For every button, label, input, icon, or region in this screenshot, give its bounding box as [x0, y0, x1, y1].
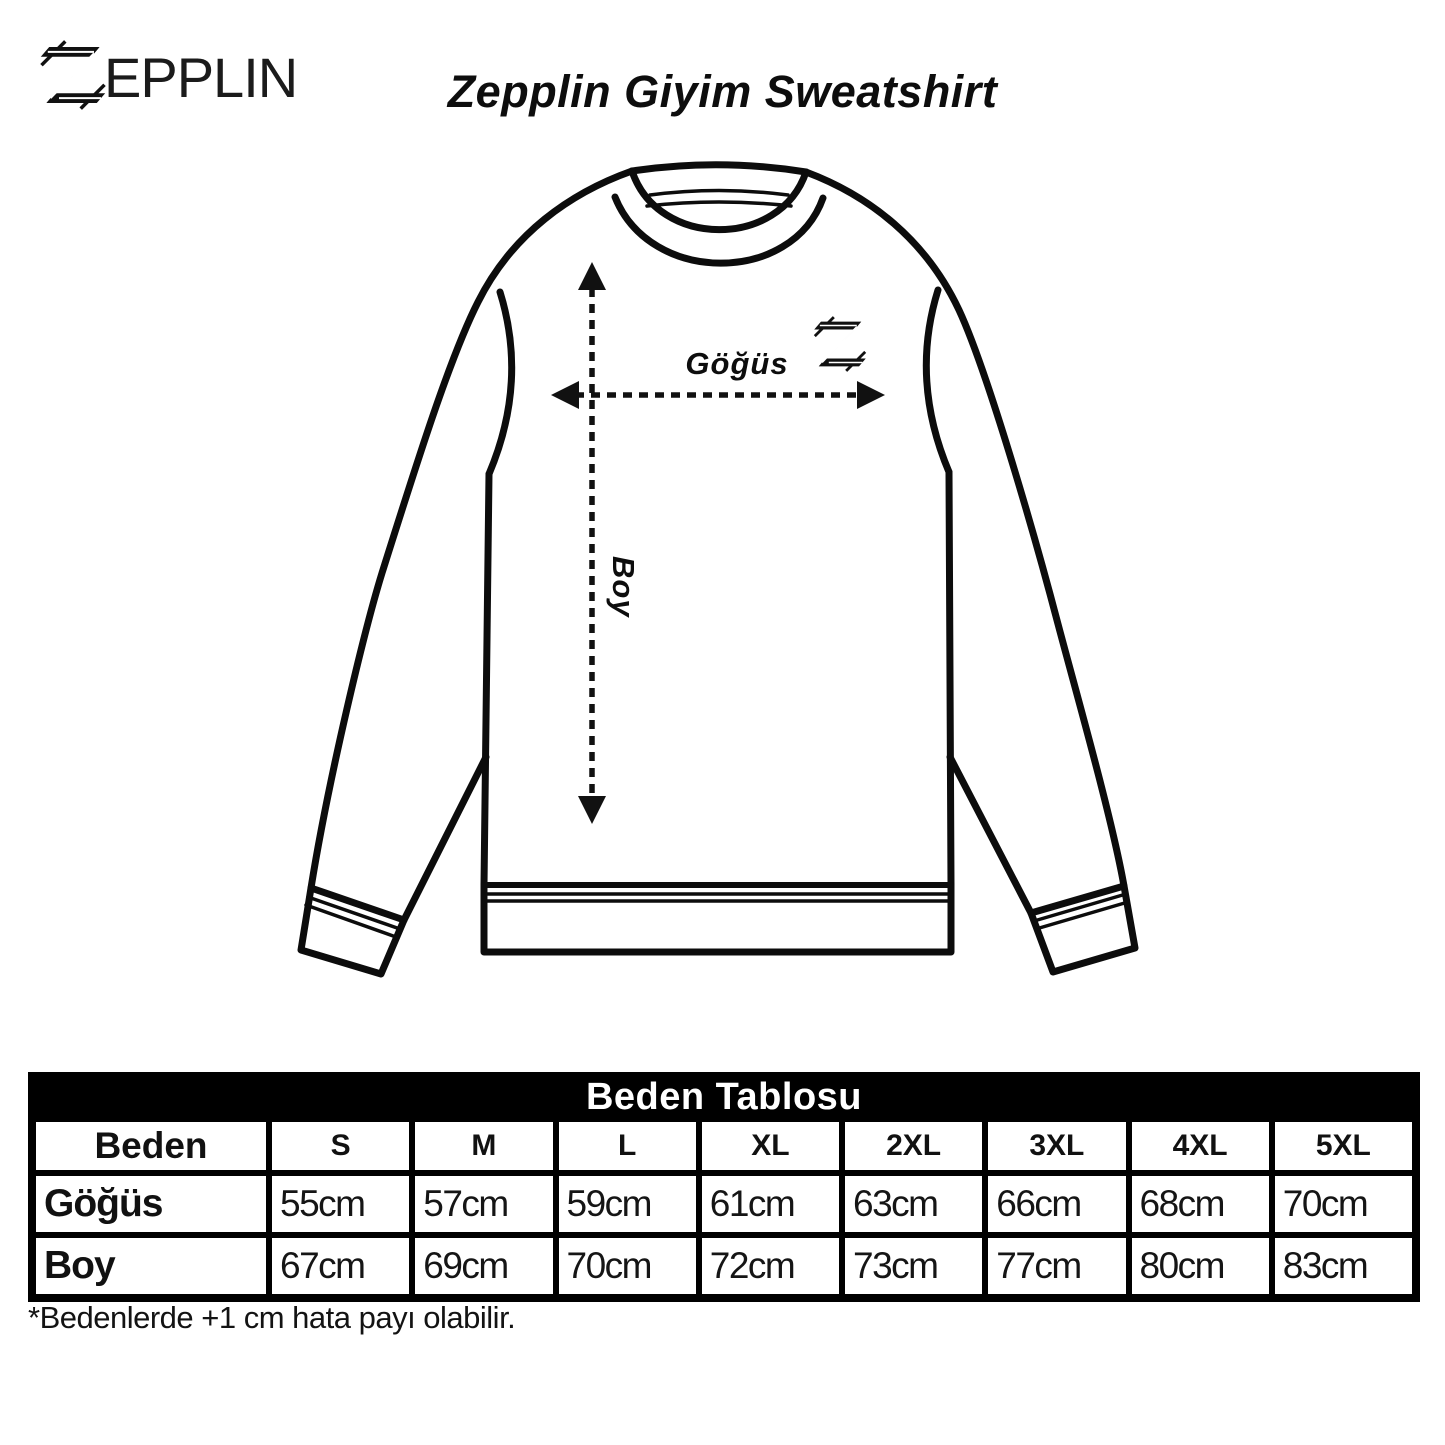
size-col-header: 4XL	[1132, 1122, 1269, 1170]
size-value-cell: 80cm	[1132, 1238, 1269, 1294]
length-measure-label: Boy	[606, 556, 641, 618]
size-table-title: Beden Tablosu	[585, 1075, 863, 1118]
size-row-label: Boy	[36, 1238, 266, 1294]
size-value-cell: 73cm	[845, 1238, 982, 1294]
size-value-cell: 63cm	[845, 1176, 982, 1232]
size-tolerance-footnote: *Bedenlerde +1 cm hata payı olabilir.	[28, 1300, 516, 1335]
size-row-label: Göğüs	[36, 1176, 266, 1232]
size-value-cell: 66cm	[988, 1176, 1125, 1232]
chest-measure-label: Göğüs	[685, 346, 789, 381]
size-col-header: XL	[702, 1122, 839, 1170]
size-col-header: Beden	[36, 1122, 266, 1170]
size-table	[28, 1072, 1420, 1302]
size-value-cell: 68cm	[1132, 1176, 1269, 1232]
size-value-cell: 72cm	[702, 1238, 839, 1294]
size-value-cell: 67cm	[272, 1238, 409, 1294]
size-table-grid	[36, 1122, 1412, 1294]
sweatshirt-outline	[301, 165, 1135, 974]
page-title-product: Sweatshirt	[764, 66, 998, 117]
size-value-cell: 70cm	[559, 1238, 696, 1294]
size-value-cell: 83cm	[1275, 1238, 1412, 1294]
size-value-cell: 77cm	[988, 1238, 1125, 1294]
page-title-prefix: Zepplin Giyim	[447, 66, 765, 117]
sweatshirt-seam-lines	[306, 191, 1128, 938]
brand-logo-text: EPPLIN	[104, 45, 298, 109]
size-value-cell: 69cm	[415, 1238, 552, 1294]
size-value-cell: 61cm	[702, 1176, 839, 1232]
size-value-cell: 70cm	[1275, 1176, 1412, 1232]
size-value-cell: 57cm	[415, 1176, 552, 1232]
size-col-header: 5XL	[1275, 1122, 1412, 1170]
size-value-cell: 59cm	[559, 1176, 696, 1232]
size-value-cell: 55cm	[272, 1176, 409, 1232]
size-col-header: 2XL	[845, 1122, 982, 1170]
size-col-header: 3XL	[988, 1122, 1125, 1170]
size-col-header: L	[559, 1122, 696, 1170]
length-measure-arrow	[578, 262, 606, 824]
size-col-header: S	[272, 1122, 409, 1170]
size-col-header: M	[415, 1122, 552, 1170]
chest-measure-arrow	[551, 381, 885, 409]
